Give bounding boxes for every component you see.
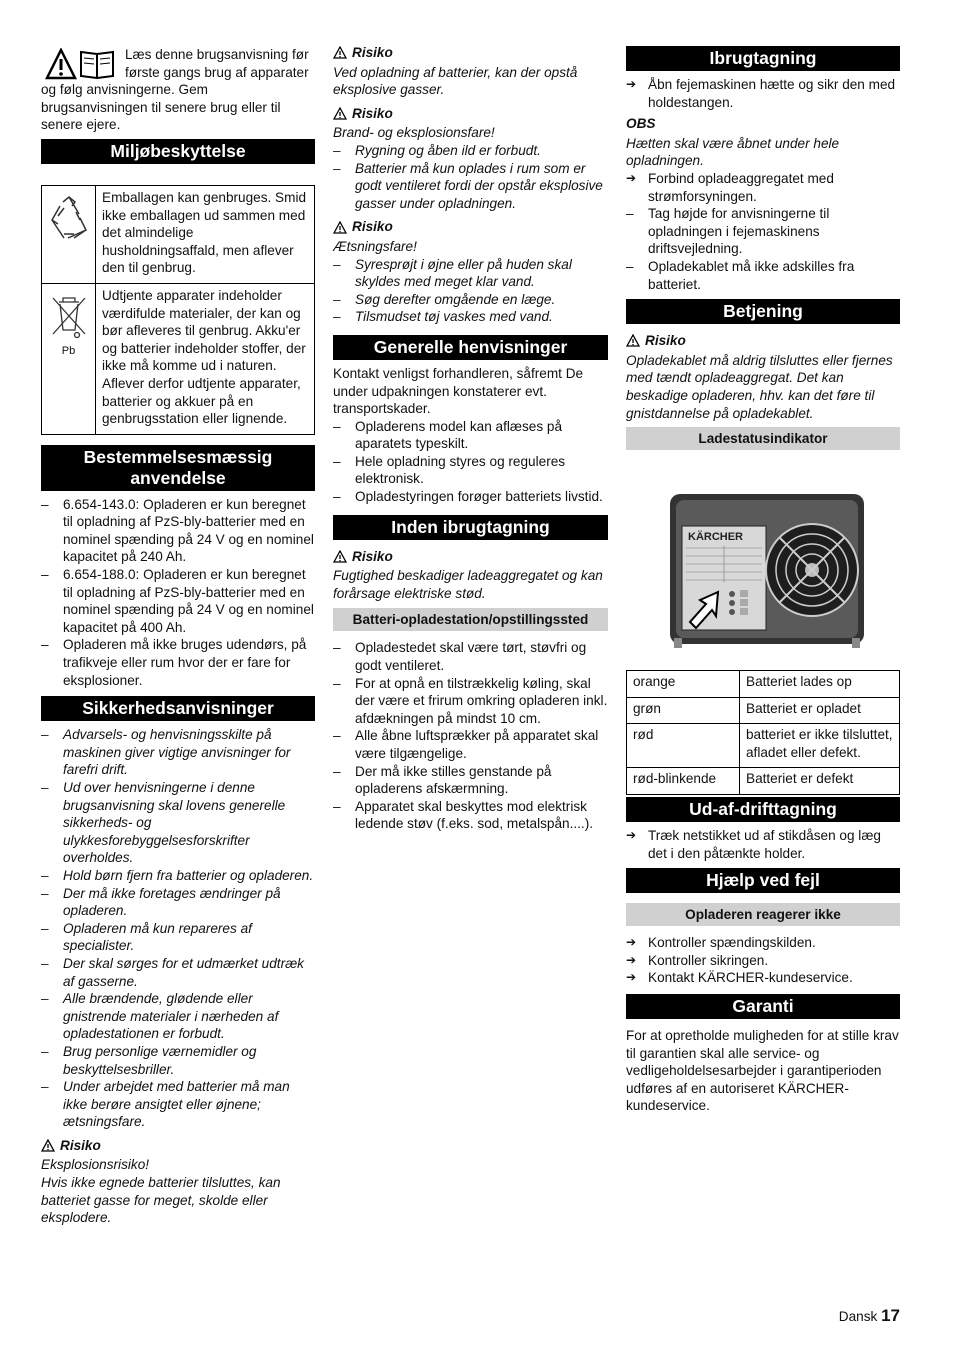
list-item: – Opladerens model kan aflæses på aparatets typeskilt. xyxy=(333,418,608,453)
list-item: – Der må ikke stilles genstande på opladerens afskærmning. xyxy=(333,763,608,798)
device-brand-label: KÄRCHER xyxy=(688,531,743,544)
list-item: – Der må ikke foretages ændringer på opladeren. xyxy=(41,885,315,920)
heading-before-startup: Inden ibrugtagning xyxy=(333,515,608,540)
heading-shutdown: Ud-af-drifttagning xyxy=(626,797,900,822)
footer-language: Dansk xyxy=(838,1309,878,1324)
list-item: ➔ Kontakt KÄRCHER-kundeservice. xyxy=(626,969,900,987)
list-item: – 6.654-143.0: Opladeren er kun beregnet til opladning af PzS-bly-batterier med en nominel spænding på 24 V og en nominel kapacitet på 240 Ah. xyxy=(41,496,315,566)
column-1 xyxy=(41,44,315,1227)
status-table xyxy=(626,670,900,795)
risk-list xyxy=(333,142,608,212)
heading-warranty: Garanti xyxy=(626,994,900,1019)
list-item: – For at opnå en tilstrækkelig køling, skal der være et frirum omkring opladeren inkl. afdækningen på mindst 10 cm. xyxy=(333,675,608,728)
startup-arrow-list xyxy=(626,170,900,205)
list-item: ➔ Kontroller spændingskilden. xyxy=(626,934,900,952)
list-item: – Opladestedet skal være tørt, støvfri og godt ventileret. xyxy=(333,639,608,674)
table-row: orange Batteriet lades op xyxy=(627,671,900,698)
risk-label: Risiko xyxy=(333,44,608,62)
list-item: – Opladekablet må ikke adskilles fra batteriet. xyxy=(626,258,900,293)
list-item: ➔ Forbind opladeaggregatet med strømforsyningen. xyxy=(626,170,900,205)
subheading-station: Batteri-opladestation/opstillingssted xyxy=(333,608,608,631)
intended-use-list xyxy=(41,496,315,690)
list-item: – Der skal sørges for et udmærket udtræk af gasserne. xyxy=(41,955,315,990)
intro-text: Læs denne brugsanvisning før første gangs brug af apparater og følg anvisningerne. Gem brugsanvisningen til senere brug eller til senere ejere. xyxy=(41,47,309,133)
risk-text: Opladekablet må aldrig tilsluttes eller fjernes med tændt opladeaggregat. Det kan beskadige opladeren, hhv. kan det føre til gnistdannelse på opladekablet. xyxy=(626,352,893,421)
risk-text: Ved opladning af batterier, kan der opstå eksplosive gasser. xyxy=(333,64,578,98)
startup-list xyxy=(626,205,900,293)
heading-help: Hjælp ved fejl xyxy=(626,868,900,893)
warning-icon xyxy=(333,550,347,563)
column-3 xyxy=(626,44,900,1115)
warning-icon xyxy=(626,334,640,347)
risk-label: Risiko xyxy=(41,1137,315,1155)
list-item: – Søg derefter omgående en læge. xyxy=(333,291,608,309)
charger-illustration xyxy=(626,458,900,658)
list-item: – Hele opladning styres og reguleres elektronisk. xyxy=(333,453,608,488)
table-row: rød-blinkende Batteriet er defekt xyxy=(627,768,900,795)
list-item: – Rygning og åben ild er forbudt. xyxy=(333,142,608,160)
list-item: ➔ Træk netstikket ud af stikdåsen og læg det i den påtænkte holder. xyxy=(626,827,900,862)
list-item: ➔ Kontroller sikringen. xyxy=(626,952,900,970)
page-footer xyxy=(839,1307,900,1326)
list-item: – Advarsels- og henvisningsskilte på maskinen giver vigtige anvisninger for farefri drift. xyxy=(41,726,315,779)
list-item: – Apparatet skal beskyttes mod elektrisk ledende støv (f.eks. sod, metalspån....). xyxy=(333,798,608,833)
environment-table xyxy=(41,185,315,435)
risk-text: Fugtighed beskadiger ladeaggregatet og kan forårsage elektriske stød. xyxy=(333,568,603,601)
risk-text: Brand- og eksplosionsfare! xyxy=(333,125,495,141)
table-row: rød batteriet er ikke tilsluttet, afladet eller defekt. xyxy=(627,724,900,768)
pb-label: Pb xyxy=(61,344,76,357)
list-item: – Hold børn fjern fra batterier og opladeren. xyxy=(41,867,315,885)
safety-list xyxy=(41,726,315,1131)
risk-label: Risiko xyxy=(333,218,608,236)
warning-icon xyxy=(333,221,347,234)
heading-startup: Ibrugtagning xyxy=(626,46,900,71)
warning-icon xyxy=(333,46,347,59)
shutdown-list xyxy=(626,827,900,862)
startup-arrow-list xyxy=(626,76,900,111)
subheading-no-response: Opladeren reagerer ikke xyxy=(626,903,900,926)
list-item: – Tilsmudset tøj vaskes med vand. xyxy=(333,308,608,326)
heading-operation: Betjening xyxy=(626,299,900,324)
env-row-packaging: Emballagen kan genbruges. Smid ikke emballagen ud sammen med det almindelige husholdningsaffald, men aflever den til genbrug. xyxy=(96,185,315,283)
subheading-status-indicator: Ladestatusindikator xyxy=(626,427,900,450)
obs-text: Hætten skal være åbnet under hele opladningen. xyxy=(626,135,840,169)
list-item: – Alle brændende, glødende eller gnistrende materialer i nærheden af opladestationen er forbudt. xyxy=(41,990,315,1043)
risk-text: Eksplosionsrisiko! xyxy=(41,1157,150,1173)
column-2 xyxy=(333,44,608,833)
risk-text: Ætsningsfare! xyxy=(333,238,417,254)
warning-icon xyxy=(41,1139,55,1152)
risk-label: Risiko xyxy=(333,548,608,566)
list-item: – Alle åbne luftsprækker på apparatet skal være tilgængelige. xyxy=(333,727,608,762)
table-row: grøn Batteriet er opladet xyxy=(627,697,900,724)
page-number: 17 xyxy=(881,1306,900,1325)
heading-general: Generelle henvisninger xyxy=(333,335,608,360)
env-row-devices: Udtjente apparater indeholder værdifulde materialer, der kan og bør afleveres til genbrug. Akku'er og batterier indeholder stoffer, der ikke må komme ud i naturen. Aflever derfor udtjente apparater, batterier og akkuer på en genbrugsstation eller lignende. xyxy=(96,283,315,434)
risk-text: Hvis ikke egnede batterier tilsluttes, kan batteriet gasse for meget, skolde eller eksplodere. xyxy=(41,1175,281,1226)
general-text: Kontakt venligst forhandleren, såfremt De under udpakningen konstaterer evt. transportskader. xyxy=(333,365,584,417)
general-list xyxy=(333,418,608,506)
heading-intended-use: Bestemmelsesmæssig anvendelse xyxy=(41,445,315,491)
risk-label: Risiko xyxy=(333,105,608,123)
list-item: – Opladeren må kun repareres af specialister. xyxy=(41,920,315,955)
warranty-text: For at opretholde muligheden for at stille krav til garantien skal alle service- og vedligeholdelsesarbejder i garantiperioden udføres af en autoriseret KÄRCHER-kundeservice. xyxy=(626,1028,899,1114)
list-item: – Syresprøjt i øjne eller på huden skal skyldes med meget klar vand. xyxy=(333,256,608,291)
list-item: – Opladeren må ikke bruges udendørs, på trafikveje eller rum hvor der er fare for eksplosioner. xyxy=(41,636,315,689)
list-item: – Opladestyringen forøger batteriets livstid. xyxy=(333,488,608,506)
list-item: – Tag højde for anvisningerne til opladningen i fejemaskinens driftsvejledning. xyxy=(626,205,900,258)
list-item: – Under arbejdet med batterier må man ikke berøre ansigtet eller øjnene; ætsningsfare. xyxy=(41,1078,315,1131)
obs-label: OBS xyxy=(626,116,656,132)
recycle-icon xyxy=(42,185,96,283)
risk-label: Risiko xyxy=(626,332,900,350)
list-item: – Batterier må kun oplades i rum som er godt ventileret fordi der opstår eksplosive gasser under opladningen. xyxy=(333,160,608,213)
heading-safety: Sikkerhedsanvisninger xyxy=(41,696,315,721)
warning-book-icon xyxy=(45,48,117,80)
heading-environment: Miljøbeskyttelse xyxy=(41,139,315,164)
risk-list xyxy=(333,256,608,326)
intro-block xyxy=(41,46,315,134)
station-list xyxy=(333,639,608,833)
list-item: – Ud over henvisningerne i denne brugsanvisning skal lovens generelle sikkerheds- og ulykkesforebyggelsesforskrifter overholdes. xyxy=(41,779,315,867)
help-list xyxy=(626,934,900,987)
list-item: – 6.654-188.0: Opladeren er kun beregnet til opladning af PzS-bly-batterier med en nominel spænding på 24 V og en nominel kapacitet på 400 Ah. xyxy=(41,566,315,636)
crossed-bin-icon xyxy=(49,292,89,340)
list-item: ➔ Åbn fejemaskinen hætte og sikr den med holdestangen. xyxy=(626,76,900,111)
list-item: – Brug personlige værnemidler og beskyttelsesbriller. xyxy=(41,1043,315,1078)
warning-icon xyxy=(333,107,347,120)
